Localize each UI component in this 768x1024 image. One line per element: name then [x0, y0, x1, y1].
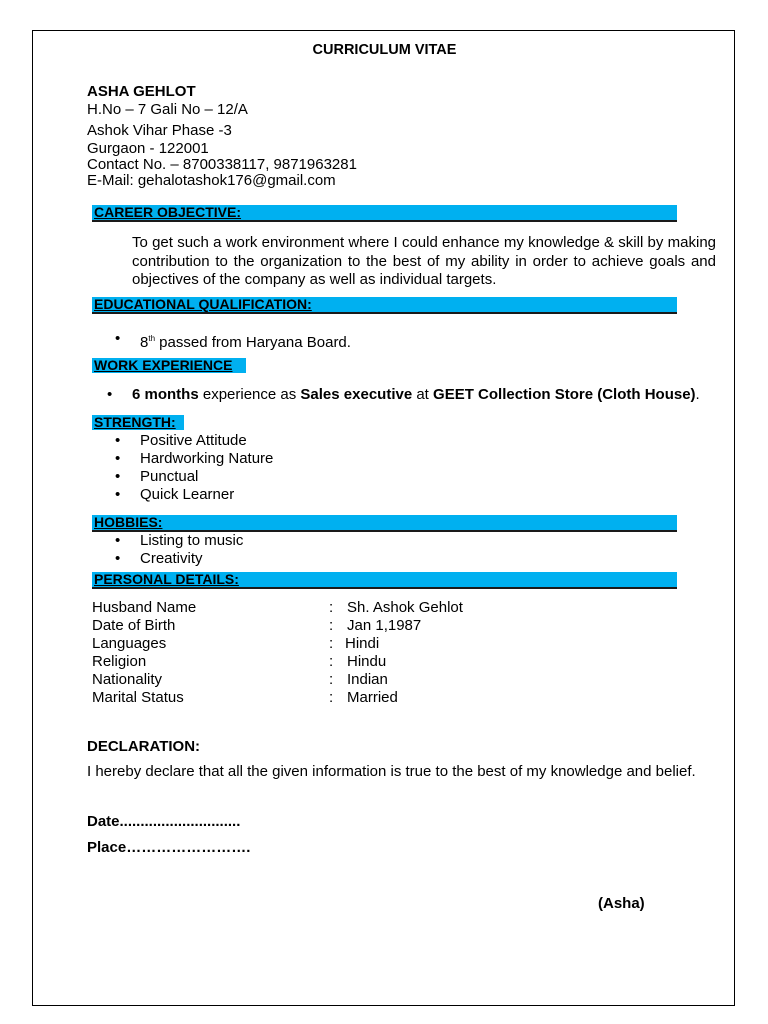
- candidate-name: ASHA GEHLOT: [87, 83, 196, 100]
- work-company: GEET Collection Store (Cloth House): [433, 386, 696, 403]
- hobbies-list: [115, 532, 243, 568]
- personal-value: Sh. Ashok Gehlot: [347, 599, 463, 616]
- career-objective-text: To get such a work environment where I could enhance my knowledge & skill by making contribution to the organization to the best of my ability in order to achieve goals and objectives of the company as well as individual targets.: [132, 234, 716, 288]
- personal-separator: :: [329, 599, 334, 616]
- resume-page: [32, 30, 735, 1006]
- list-item: • Punctual: [115, 468, 273, 486]
- personal-row-nationality: [92, 671, 162, 689]
- personal-row-religion: [92, 653, 146, 671]
- personal-separator: :: [329, 617, 334, 634]
- personal-separator: :: [329, 653, 334, 670]
- personal-row-languages: [92, 635, 166, 653]
- list-item: • Creativity: [115, 550, 243, 568]
- personal-label: Husband Name: [92, 599, 197, 616]
- education-grade-suffix: th: [148, 334, 156, 343]
- education-heading: EDUCATIONAL QUALIFICATION:: [92, 297, 677, 314]
- document-title: CURRICULUM VITAE: [312, 42, 457, 58]
- date-field: Date.............................: [87, 813, 241, 830]
- strength-heading: STRENGTH:: [92, 415, 184, 430]
- work-experience-heading: WORK EXPERIENCE: [92, 358, 246, 373]
- personal-value: Hindu: [347, 653, 387, 670]
- work-role: Sales executive: [300, 386, 413, 403]
- education-grade: 8: [140, 334, 149, 351]
- personal-label: Nationality: [92, 671, 163, 688]
- personal-value: Married: [347, 689, 398, 706]
- list-item: • Hardworking Nature: [115, 450, 273, 468]
- education-detail: passed from Haryana Board.: [155, 334, 351, 351]
- place-field: Place…………………….: [87, 839, 251, 856]
- work-end: .: [695, 386, 700, 403]
- personal-label: Languages: [92, 635, 167, 652]
- work-text-2: at: [412, 386, 434, 403]
- address-line-1: H.No – 7 Gali No – 12/A: [87, 101, 248, 118]
- list-item: • Quick Learner: [115, 486, 273, 504]
- personal-details-heading: PERSONAL DETAILS:: [92, 572, 677, 589]
- email-address: E-Mail: gehalotashok176@gmail.com: [87, 172, 336, 189]
- work-experience-list: [107, 386, 700, 404]
- list-item: • Positive Attitude: [115, 432, 273, 450]
- education-list: [115, 330, 351, 352]
- address-line-2: Ashok Vihar Phase -3: [87, 122, 232, 139]
- personal-separator: :: [329, 689, 334, 706]
- hobbies-heading: HOBBIES:: [92, 515, 677, 532]
- signature-name: (Asha): [598, 895, 645, 912]
- personal-row-marital: [92, 689, 184, 707]
- work-text-1: experience as: [198, 386, 301, 403]
- declaration-heading: DECLARATION:: [87, 738, 201, 755]
- contact-numbers: Contact No. – 8700338117, 9871963281: [87, 156, 357, 173]
- personal-value: Hindi: [345, 635, 380, 652]
- list-item: • Listing to music: [115, 532, 243, 550]
- strength-list: [115, 432, 273, 504]
- personal-label: Marital Status: [92, 689, 184, 706]
- career-objective-heading: CAREER OBJECTIVE:: [92, 205, 677, 222]
- personal-row-husband: [92, 599, 196, 617]
- personal-separator: :: [329, 671, 334, 688]
- list-item: [115, 330, 351, 352]
- list-item: [107, 386, 700, 404]
- personal-value: Jan 1,1987: [347, 617, 422, 634]
- personal-label: Religion: [92, 653, 147, 670]
- personal-row-dob: [92, 617, 175, 635]
- declaration-text: I hereby declare that all the given information is true to the best of my knowledge and belief.: [87, 763, 696, 780]
- personal-separator: :: [329, 635, 334, 652]
- address-line-3: Gurgaon - 122001: [87, 140, 209, 157]
- personal-label: Date of Birth: [92, 617, 176, 634]
- personal-value: Indian: [347, 671, 388, 688]
- work-duration: 6 months: [132, 386, 199, 403]
